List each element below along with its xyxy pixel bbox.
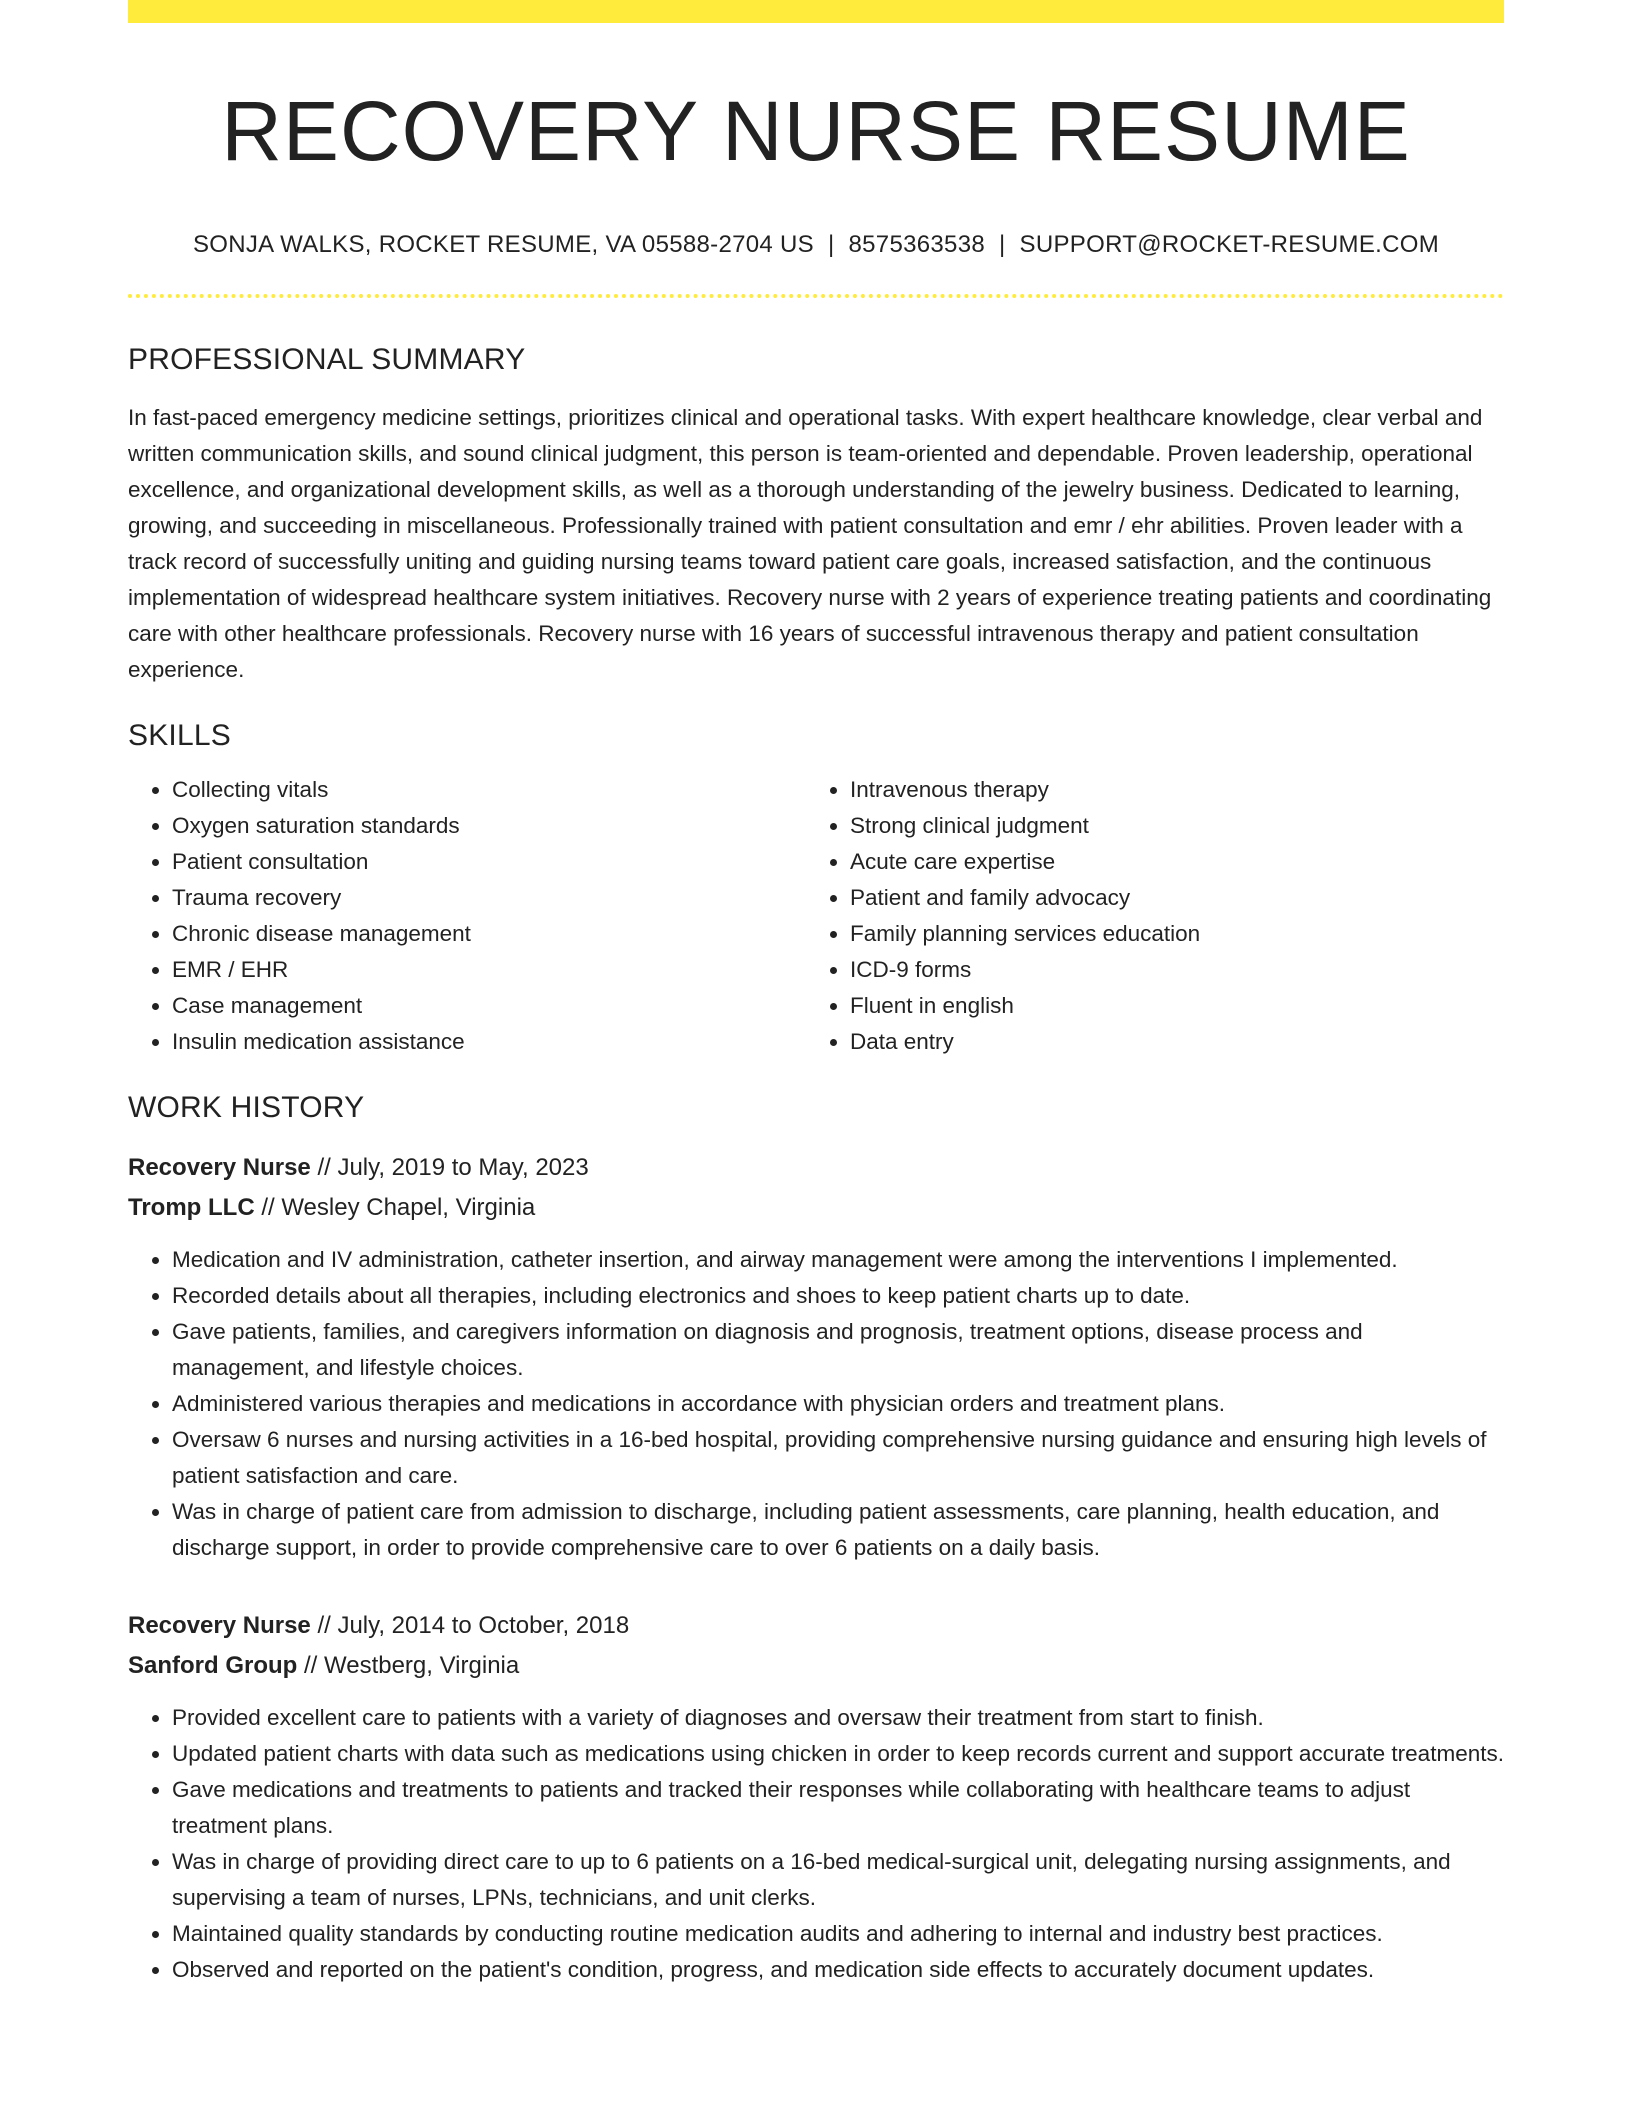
contact-separator: | <box>827 231 835 259</box>
job-title-line <box>128 1148 1504 1188</box>
skill-item: • Insulin medication assistance <box>172 1024 806 1060</box>
summary-text: In fast-paced emergency medicine settings, prioritizes clinical and operational tasks. With expert healthcare knowledge, clear verbal and written communication skills, and sound clinical judgment, this person is team-oriented and dependable. Proven leadership, operational excellence, and organizational development skills, as well as a thorough understanding of the jewelry business. Dedicated to learning, growing, and succeeding in miscellaneous. Professionally trained with patient consultation and emr / ehr abilities. Proven leader with a track record of successfully uniting and guiding nursing teams toward patient care goals, increased satisfaction, and the continuous implementation of widespread healthcare system initiatives. Recovery nurse with 2 years of experience treating patients and coordinating care with other healthcare professionals. Recovery nurse with 16 years of successful intravenous therapy and patient consultation experience. <box>128 405 1492 683</box>
skill-item: • Intravenous therapy <box>850 772 1484 808</box>
skills-heading: SKILLS <box>128 719 231 753</box>
skills-column-left <box>128 772 806 1060</box>
job-company: Sanford Group <box>128 1652 298 1680</box>
skill-item: • Fluent in english <box>850 988 1484 1024</box>
job-bullet: • Oversaw 6 nurses and nursing activities in a 16-bed hospital, providing comprehensive nursing guidance and ensuring high levels of patient satisfaction and care. <box>172 1422 1504 1494</box>
job-bullet: • Medication and IV administration, catheter insertion, and airway management were among the interventions I implemented. <box>172 1242 1504 1278</box>
job-bullet: • Was in charge of patient care from admission to discharge, including patient assessments, care planning, health education, and discharge support, in order to provide comprehensive care to over 6 patients on a daily basis. <box>172 1494 1504 1566</box>
skill-item: • Chronic disease management <box>172 916 806 952</box>
skill-item: • Patient and family advocacy <box>850 880 1484 916</box>
skills-column-right <box>806 772 1484 1060</box>
skill-item: • Trauma recovery <box>172 880 806 916</box>
job-bullet: • Administered various therapies and medications in accordance with physician orders and treatment plans. <box>172 1386 1504 1422</box>
job-entry <box>128 1148 1504 1566</box>
skill-item: • Patient consultation <box>172 844 806 880</box>
top-accent-bar <box>128 0 1504 23</box>
job-company-line <box>128 1646 1504 1686</box>
skill-item: • Data entry <box>850 1024 1484 1060</box>
job-bullet: • Maintained quality standards by conducting routine medication audits and adhering to internal and industry best practices. <box>172 1916 1504 1952</box>
contact-phone: 8575363538 <box>848 231 985 259</box>
contact-address: SONJA WALKS, ROCKET RESUME, VA 05588-2704 US <box>192 231 814 259</box>
job-bullet: • Updated patient charts with data such as medications using chicken in order to keep records current and support accurate treatments. <box>172 1736 1504 1772</box>
job-location: // Westberg, Virginia <box>304 1652 520 1680</box>
work-history-heading: WORK HISTORY <box>128 1091 365 1125</box>
contact-line <box>128 231 1504 259</box>
job-bullet: • Was in charge of providing direct care to up to 6 patients on a 16-bed medical-surgical unit, delegating nursing assignments, and supervising a team of nurses, LPNs, technicians, and unit clerks. <box>172 1844 1504 1916</box>
job-company: Tromp LLC <box>128 1194 255 1222</box>
job-bullet: • Provided excellent care to patients with a variety of diagnoses and oversaw their treatment from start to finish. <box>172 1700 1504 1736</box>
summary-heading: PROFESSIONAL SUMMARY <box>128 343 526 377</box>
job-dates: // July, 2014 to October, 2018 <box>317 1612 630 1640</box>
page-title: RECOVERY NURSE RESUME <box>221 84 1411 178</box>
skill-item: • Acute care expertise <box>850 844 1484 880</box>
skill-item: • Case management <box>172 988 806 1024</box>
job-bullets <box>128 1242 1504 1566</box>
skill-item: • ICD-9 forms <box>850 952 1484 988</box>
job-bullets <box>128 1700 1504 1988</box>
job-bullet: • Gave medications and treatments to patients and tracked their responses while collaborating with healthcare teams to adjust treatment plans. <box>172 1772 1504 1844</box>
job-company-line <box>128 1188 1504 1228</box>
contact-separator: | <box>999 231 1006 259</box>
job-entry <box>128 1606 1504 1988</box>
skill-item: • Strong clinical judgment <box>850 808 1484 844</box>
job-bullet: • Observed and reported on the patient's condition, progress, and medication side effects to accurately document updates. <box>172 1952 1504 1988</box>
job-bullet: • Recorded details about all therapies, including electronics and shoes to keep patient charts up to date. <box>172 1278 1504 1314</box>
contact-email: SUPPORT@ROCKET-RESUME.COM <box>1019 231 1440 259</box>
skill-item: • EMR / EHR <box>172 952 806 988</box>
dotted-divider <box>128 294 1504 298</box>
skill-item: • Collecting vitals <box>172 772 806 808</box>
job-location: // Wesley Chapel, Virginia <box>261 1194 536 1222</box>
resume-page <box>128 0 1504 1988</box>
skills-list <box>128 772 1504 1060</box>
job-title: Recovery Nurse <box>128 1612 311 1640</box>
job-dates: // July, 2019 to May, 2023 <box>317 1154 589 1182</box>
job-title-line <box>128 1606 1504 1646</box>
job-title: Recovery Nurse <box>128 1154 311 1182</box>
skill-item: • Oxygen saturation standards <box>172 808 806 844</box>
skill-item: • Family planning services education <box>850 916 1484 952</box>
job-bullet: • Gave patients, families, and caregivers information on diagnosis and prognosis, treatment options, disease process and management, and lifestyle choices. <box>172 1314 1504 1386</box>
